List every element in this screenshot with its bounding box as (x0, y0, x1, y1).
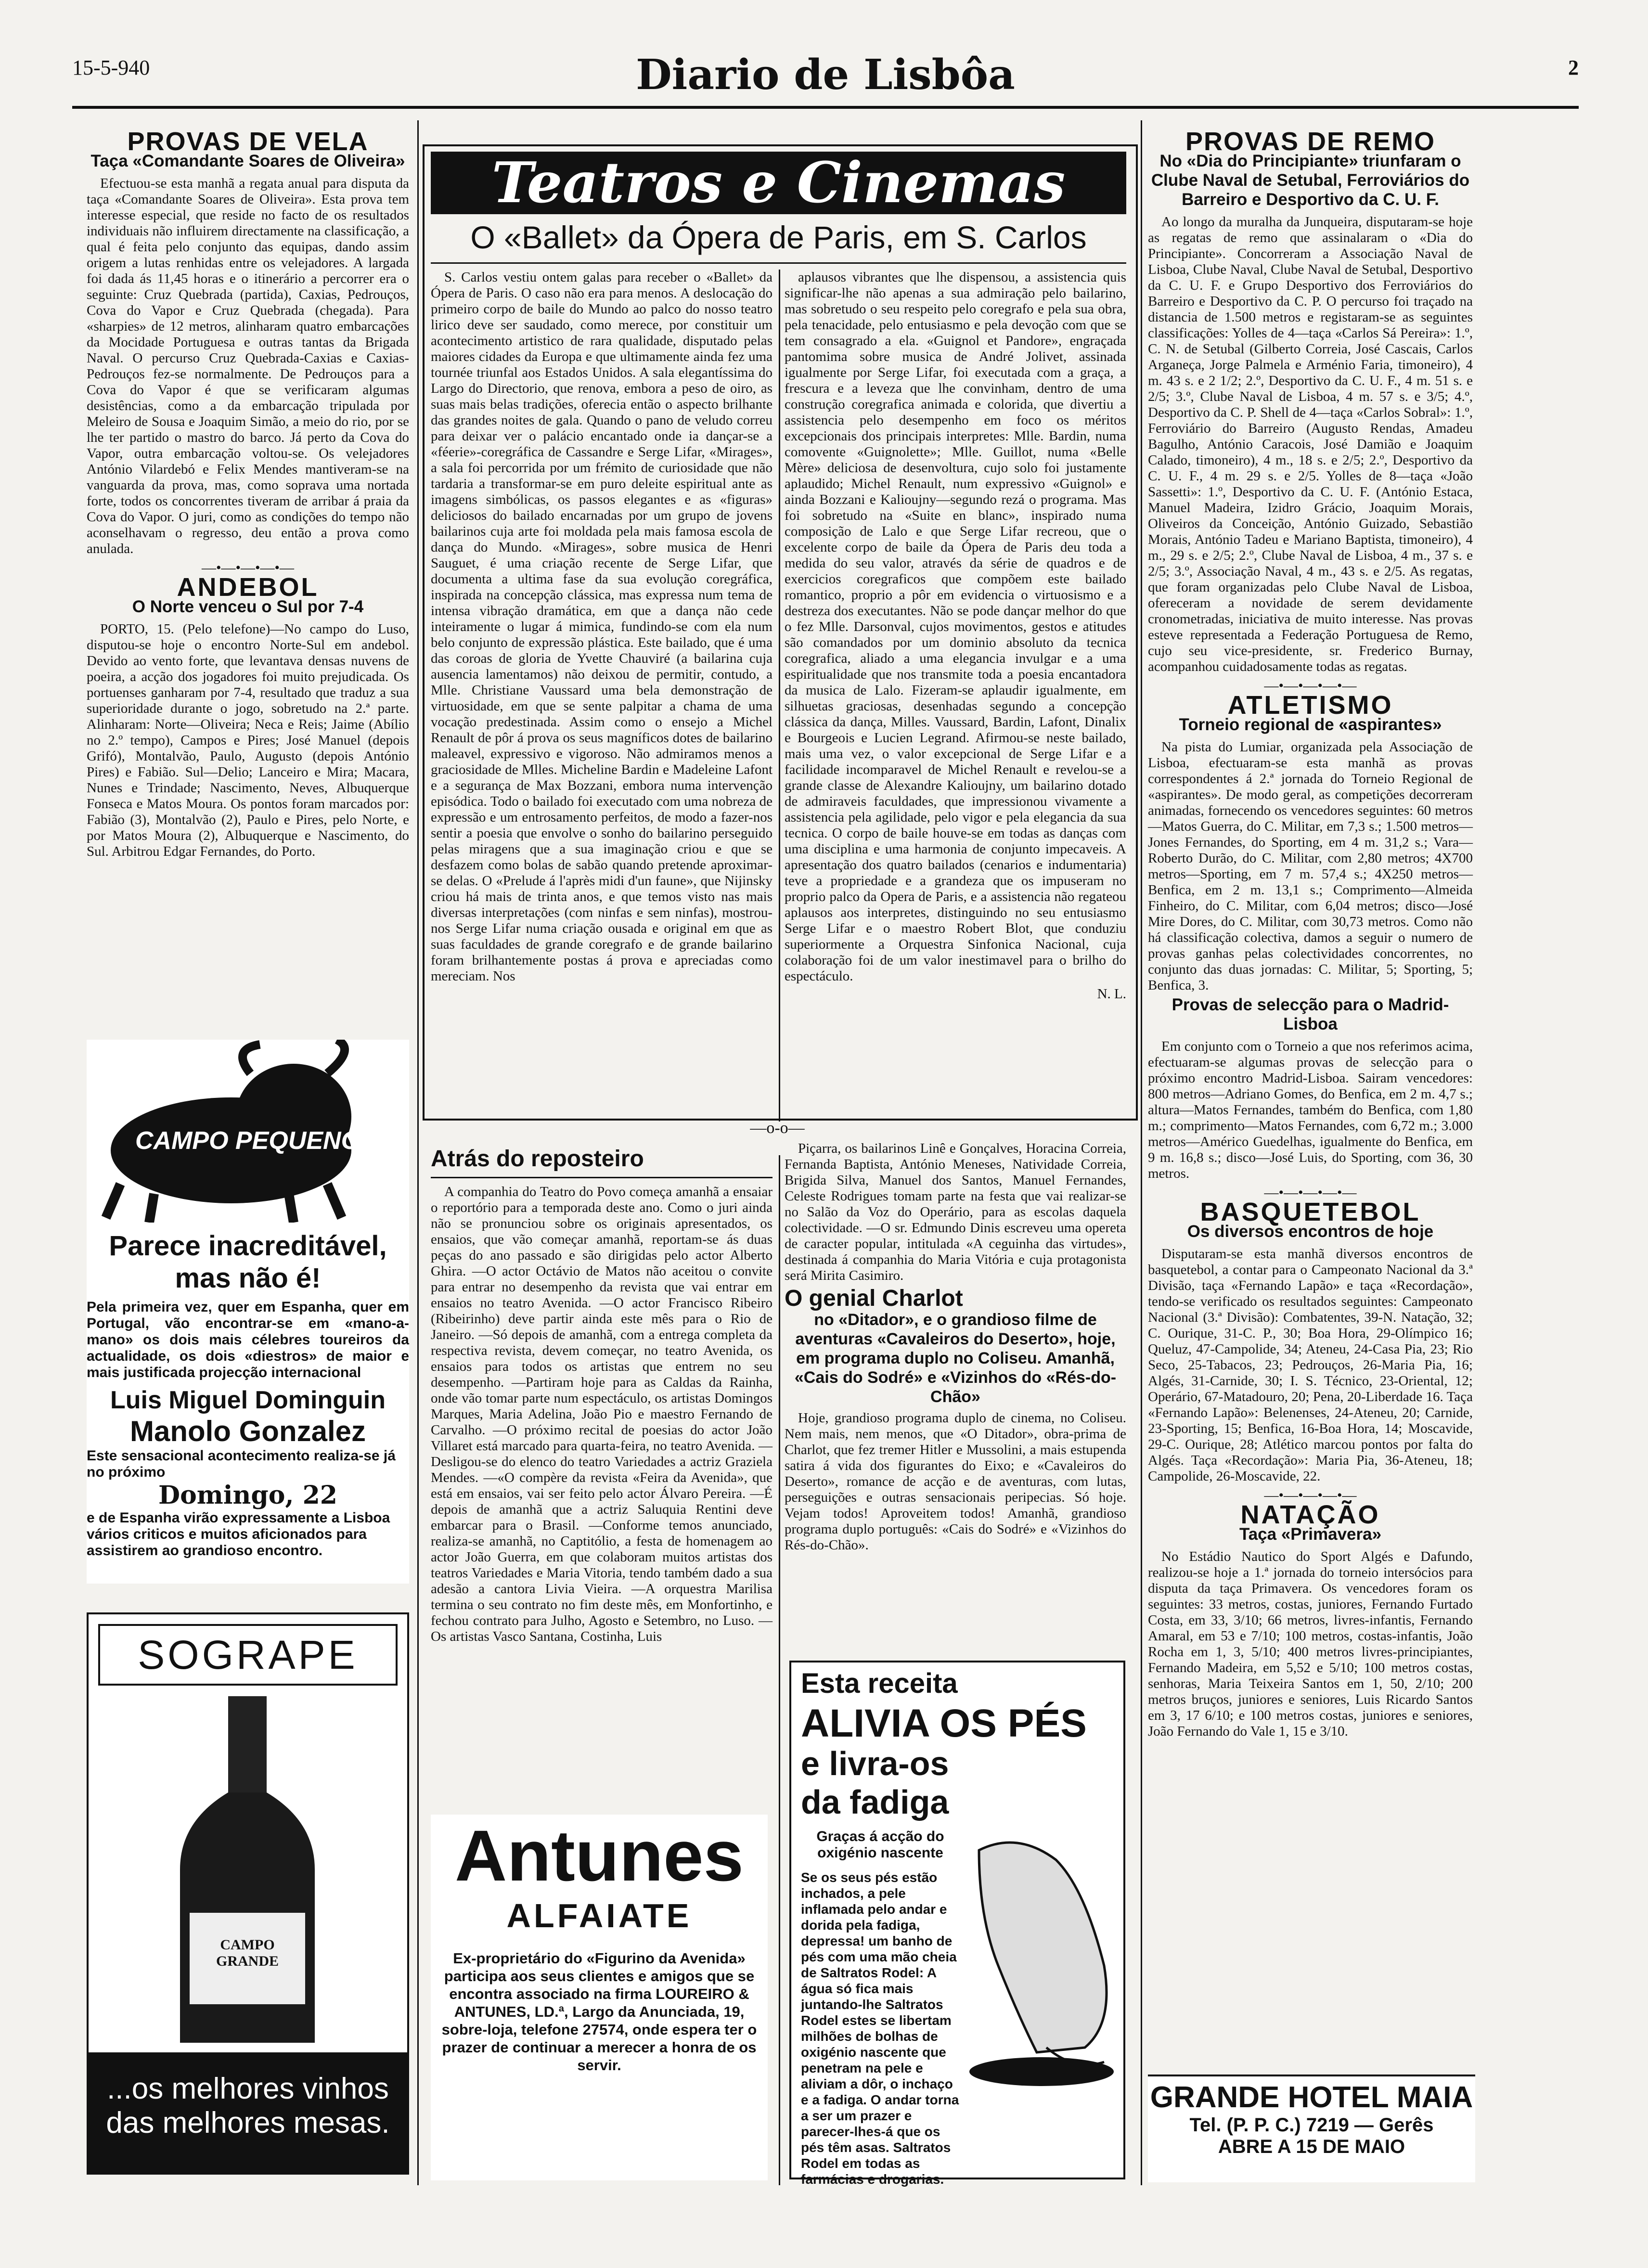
section-title: ATLETISMO (1227, 691, 1393, 720)
rule (431, 1177, 772, 1178)
separator: —•—•—•—•— (1264, 1185, 1357, 1200)
article-body: Ao longo da muralha da Junqueira, disputaram-se hoje as regatas de remo que assinalaram o «Dia do Principiante». Concorreram a Associação Naval de Lisboa, Clube Naval, Clube Naval de Setubal, Desportivo da C. U. F. e Grupo Desportivo dos Ferroviários do Barreiro e Desportivo da C. P. O percurso foi traçado na distancia de 1.500 metros e registaram-se as seguintes classificações: Yolles de 4—taça «Carlos Sá Pereira»: 1.º, C. N. de Setubal (Gilberto Correia, José Cascais, Carlos Arganeça, Jorge Palmela e Arménio Faria, timoneiro), 4 m. 43 s. e 2 1/2; 2.º, Desportivo da C. U. F., 4 m. 51 s. e 2/5; 3.º, Clube Naval de Lisboa, 4 m. 57 s. e 3/5; 4.º, Desportivo da C. P. Shell de 4—taça «Carlos Sobral»: 1.º, Ferroviário do Barreiro (Augusto Rendas, Amadeu Bagulho, António Caracois, José Damião e Joaquim Calado, timoneiro), 4 m., 18 s. e 2/5; 2.º, Desportivo da C. U. F., 4 m. 29 s. e 2/5. Yolles de 8—taça «João Sassetti»: 1.º, Desportivo da C. U. F. (António Estaca, Manuel Madeira, Izidro Grácio, Joaquim Morais, Oliveiros da Conceição, António Guizado, Sebastião Morais, António Tadeu e Mariano Baptista, timoneiro), 4 m., 29 s. e 2/5; 2.º, Clube Naval de Lisboa, 4 m., 37 s. e 2/5; 3.º, Associação Naval, 4 m., 43 s. e 2/5. As regatas, que foram organizadas pelo Clube Naval de Lisboa, ofereceram a novidade de serem devidamente cronometradas, iniciativa de muito interesse. Nas provas esteve representada a Federação Portuguesa de Remo, cujo seu vice-presidente, sr. Frederico Burnay, acompanhou cuidadosamente todas as regatas. (1148, 214, 1473, 674)
article-body: Piçarra, os bailarinos Linê e Gonçalves, Horacina Correia, Fernanda Baptista, António Meneses, Natividade Correia, Brigida Silva, Manuel dos Santos, Manuel Fernandes, Celeste Rodrigues tomam parte na festa que vai realizar-se no Salão da Voz do Operário, para as escolas daquela colectividade. —O sr. Edmundo Dinis escreveu uma opereta de caracter popular, intitulada «A ceguinha das virtudes», destinada á companhia do Maria Vitória e cuja protagonista será Mirita Casimiro. (785, 1141, 1126, 1283)
bottle-label: CAMPO GRANDE (216, 1937, 279, 1969)
section-subtitle: Provas de selecção para o Madrid-Lisboa (1172, 995, 1449, 1033)
salt-headline: da fadiga (801, 1783, 949, 1821)
campo-body: Pela primeira vez, quer em Espanha, quer em Portugal, vão encontrar-se em «mano-a-mano» os dois mais célebres toureiros da actualidade, os dois «diestros» de maior e mais justificada projecção internacional (87, 1299, 409, 1380)
wine-bottle-image (89, 1687, 406, 2052)
antunes-name: Antunes (455, 1815, 744, 1896)
left-column (87, 127, 409, 862)
section-title: Atrás do reposteiro (431, 1146, 644, 1172)
masthead-rule (72, 106, 1579, 109)
sogrape-brand: SOGRAPE (98, 1624, 398, 1686)
ballet-signature: N. L. (1097, 986, 1126, 1002)
newspaper-title: Diario de Lisbôa (636, 51, 1015, 99)
column-rule (417, 120, 419, 2185)
section-title: PROVAS DE REMO (1185, 127, 1436, 156)
section-subtitle: No «Dia do Principiante» triunfaram o Clube Naval de Setubal, Ferroviários do Barreiro e Desportivo da C. U. F. (1151, 152, 1470, 209)
campo-pequeno-ad (87, 1040, 409, 1584)
saltratos-ad (789, 1661, 1125, 2187)
article-body: Efectuou-se esta manhã a regata anual para disputa da taça «Comandante Soares de Oliveira». Esta prova tem interesse especial, que reside no facto de os resultados individuais não influirem directamente na classificação, a qual é feita pelo conjunto das equipas, dando assim origem a lutas renhidas entre os velejadores. A largada foi dada ás 11,45 horas e o itinerário a percorrer era o seguinte: Cruz Quebrada (partida), Caxias, Pedrouços, Cova do Vapor e Cruz Quebrada (chegada). Para «sharpies» de 12 metros, alinharam quatro embarcações da Mocidade Portuguesa e outras tantas da Brigada Naval. O percurso Cruz Quebrada-Caxias e Caxias-Pedrouços fez-se normalmente. De Pedrouços para a Cova do Vapor é que se verificaram algumas desistências, como a da embarcação tripulada por Meleiro de Sousa e Joaquim Simão, a meio do rio, por se lhe ter partido o mastro do barco. Já perto da Cova do Vapor, outra embarcação voltou-se. Os velejadores António Vilardebó e Felix Mendes mantiveram-se na vanguarda da prova, mas, como soprava uma nortada forte, todos os concorrentes tiveram de arribar á praia da Cova do Vapor. O juri, como as condições do tempo não aconselhavam o regresso, deu então a prova como anulada. (87, 176, 409, 556)
section-title: PROVAS DE VELA (127, 127, 369, 156)
article-body: S. Carlos vestiu ontem galas para receber o «Ballet» da Ópera de Paris. O caso não era para menos. A deslocação do primeiro corpo de baile do Mundo ao palco do nosso teatro lirico deve ser saudado, como merece, por constituir um acontecimento artistico de rara qualidade, disputado pelas maiores cidades da Europa e que ultimamente ainda fez uma tournée triunfal aos Estados Unidos. A sala elegantíssima do Largo do Directorio, que renova, embora a peso de oiro, as suas mais belas tradições, oferecia então o aspecto brilhante das grandes noites de gala. Quando o pano de veludo correu para deixar ver o palácio encantado onde ia dançar-se a «féerie»-coregráfica de Cassandre e Serge Lifar, «Mirages», a sala foi percorrida por um frémito de curiosidade que não tardaria a transformar-se em puro deleite espiritual ante as imagens simbólicas, os passos elegantes e as «figuras» deliciosos do bailado encarnadas por um grupo de jovens bailarinos cuja arte foi moldada pela mais famosa escola de dança do Mundo. «Mirages», sobre musica de Henri Sauguet, é uma criação recente de Serge Lifar, que documenta a ultima fase da sua evolução coregráfica, inspirada na concepção clássica, mas expressa num tema de intensa vibração dramática, em que a dança não cede inteiramente o lugar á mimica, fundindo-se com ela num belo conjunto de expressão plástica. Este bailado, que é uma das coroas de gloria de Yvette Chauviré (a bailarina cuja ausencia lamentamos) não deixou de permitir, contudo, a Mlle. Christiane Vaussard uma bela demonstração de virtuosidade, em que se sente palpitar a chama de uma vocação predestinada. Assim como o ensejo a Michel Renault de pôr á prova os seus magníficos dotes de bailarino maleavel, expressivo e vigoroso. Não admiramos menos a graciosidade de Mlles. Micheline Bardin e Madeleine Lafont e a segurança de Max Bozzani, embora numa intervenção episódica. Todo o bailado foi executado com uma nobreza de expressão e um entrosamento perfeitos, de modo a fazer-nos sentir a poesia que envolve o sonho do bailarino perseguido pelas miragens que a sua imaginação criou e que se desfazem como bolas de sabão quando pretende aproximar-se delas. O «Prelude á l'après midi d'un faune», que Nijinsky criou há mais de trinta anos, e que temos visto nas mais diversas interpretações (com ninfas e sem ninfas), mostrou-nos Serge Lifar numa criação ousada e original em que as suas faculdades de grande coregrafo e de grande bailarino foram brilhantemente postas á prova e apreciadas como mereciam. Nos (431, 270, 772, 984)
rule (431, 262, 1126, 264)
separator: —•—•—•—•— (1264, 1487, 1357, 1503)
campo-line: Este sensacional acontecimento realiza-se já no próximo (87, 1448, 396, 1480)
separator: —•—•—•—•— (201, 560, 294, 576)
section-subtitle: Taça «Primavera» (1239, 1525, 1382, 1544)
salt-tagline: Graças á acção do oxigénio nascente (816, 1829, 944, 1861)
sogrape-slogan-panel (89, 2052, 407, 2173)
article-body: No Estádio Nautico do Sport Algés e Dafundo, realizou-se hoje a 1.ª jornada do torneio intersócios para disputa da taça Primavera. Os vencedores foram os seguintes: 33 metros, costas, juniores, Fernando Furtado Costa, em 33, 3/10; 66 metros, livres-infantis, Fernando Amaral, em 53 e 7/10; 100 metros, costas-infantis, João Rocha em 1, 3, 5/10; 400 metros livres-principiantes, Fernando Madeira, em 5,52 e 5/10; 100 metros costas, senhoras, Maria Teixeira Santos em 1, 50, 2/10; 200 metros bruços, juniores e seniores, Luis Ricardo Santos em 3, 17 6/10; e 100 metros costas, juniores e seniores, João Fernando do Vale 1, 15 e 3/10. (1148, 1549, 1473, 1739)
sogrape-slogan: ...os melhores vinhos (107, 2072, 389, 2105)
reposteiro-col-2 (785, 1141, 1126, 1555)
salt-body: Se os seus pés estão inchados, a pele inflamada pelo andar e dorida pela fadiga, depressa! um banho de pés com uma mão cheia de Saltratos Rodel: A água só fica mais juntando-lhe Saltratos Rodel estes se libertam milhões de bolhas de oxigénio nascente que penetram na pele e aliviam a dôr, o inchaço e a fadiga. O andar torna a ser um prazer e parecer-lhes-á que os pés têm asas. Saltratos Rodel em todas as farmácias e drogarias. (801, 1870, 959, 2187)
campo-headline: Parece inacreditável, mas não é! (109, 1230, 387, 1294)
section-subtitle: no «Ditador», e o grandioso filme de aventuras «Cavaleiros do Deserto», hoje, em programa duplo no Coliseu. Amanhã, «Cais do Sodré» e «Vizinhos do «Rés-do-Chão» (794, 1311, 1117, 1406)
section-subtitle: O Norte venceu o Sul por 7-4 (132, 597, 364, 616)
article-body: aplausos vibrantes que lhe dispensou, a assistencia quis significar-lhe não apenas a sua admiração pelo bailarino, mas sobretudo o seu respeito pelo coregrafo e pela sua obra, pela tenacidade, pelo entusiasmo e pela devoção com que se tem consagrado a ela. «Guignol et Pandore», engraçada pantomima sobre musica de André Jolivet, assinada igualmente por Serge Lifar, foi executada com a graça, a frescura e a leveza que lhe convinham, dentro de uma construção coregrafica animada e colorida, que divertiu a assistencia pelo desempenho em foco os méritos excepcionais dos principais interpretes: Mlle. Bardin, numa comovente «Guignolette»; Mlle. Guillot, numa «Belle Mère» deliciosa de desenvoltura, cujo solo foi justamente aplaudido; Michel Renault, num expressivo «Guignol» e ainda Bozzani e Kalioujny—segundo rezá o programa. Mas foi sobretudo na «Suite en blanc», inspirado numa composição de Lalo e que Serge Lifar recreou, que o excelente corpo de baile da Ópera de Paris deu toda a medida do seu valor, através da série de quadros e de exercicios coregraficos que compõem este bailado romantico, proprio a pôr em evidencia o virtuosismo e a destreza dos executantes. Não se pode dançar melhor do que o fez Mlle. Darsonval, cujos movimentos, gestos e atitudes são comandados por um dominio absoluto da tecnica coregrafica, aliado a uma elegancia invulgar e a uma espiritualidade que nos transmite toda a poesia encantadora da musica de Lalo. Fizeram-se aplaudir igualmente, em silhuetas graciosas, desenhadas segundo a concepção clássica da dança, Milles. Vaussard, Bardin, Lafont, Dinalix e Bourgeois e Lucien Legrand. Afirmou-se neste bailado, mais uma vez, o valor excepcional de Serge Lifar e a facilidade incomparavel de Michel Renault e revelou-se a grande classe de Alexandre Kalioujny, um bailarino dotado de admiraveis faculdades, que impressionou vivamente a assistencia pela agilidade, pelo vigor e pela elegancia da sua tecnica. O corpo de baile houve-se em todas as danças com uma disciplina e uma harmonia de conjunto impecaveis. A apresentação dos quatro bailados (cenarios e indumentaria) teve a propriedade e a grandeza que os impuseram no proprio palco da Opera de Paris, e a assistencia não regateou aplausos aos interpretes, distinguindo no seu entusiasmo Serge Lifar e o maestro Robert Blot, que conduziu superiormente a Orquestra Sinfonica Nacional, cuja colaboração foi de um valor inestimavel para o brilho do espectáculo. (785, 270, 1126, 984)
section-title: ANDEBOL (177, 573, 319, 602)
campo-logo-text: CAMPO PEQUENO (135, 1127, 361, 1155)
salt-headline: ALIVIA OS PÉS (801, 1701, 1087, 1745)
section-title: BASQUETEBOL (1200, 1198, 1421, 1226)
sogrape-slogan: das melhores mesas. (106, 2106, 390, 2139)
hotel-opening: ABRE A 15 DE MAIO (1218, 2136, 1405, 2157)
right-column (1148, 127, 1473, 1741)
salt-headline: Esta receita (801, 1668, 958, 1699)
antunes-ad (431, 1815, 768, 2180)
column-rule (1141, 120, 1142, 2185)
article-body: A companhia do Teatro do Povo começa amanhã a ensaiar o reportório para a temporada deste ano. Como o juri ainda não se pronunciou sobre os originais apresentados, os ensaios, que vão começar amanhã, reportam-se ás duas peças do ano passado e são dirigidas pelo actor Alberto Ghira. —O actor Octávio de Matos não aceitou o convite para entrar no desempenho da revista que vai entrar em ensaios no teatro Avenida. —O actor Francisco Ribeiro (Ribeirinho) deve partir ainda este mês para o Rio de Janeiro. —Só depois de amanhã, com a entrega completa da respectiva revista, devem começar, no teatro Avenida, os ensaios para todos os artistas que entrem no seu desempenho. —Partiram hoje para as Caldas da Rainha, onde vão tomar parte num espectáculo, os artistas Domingos Marques, Maria Adelina, João Pio e maestro Fernando de Carvalho. —O próximo recital de poesias do actor João Villaret está marcado para quarta-feira, no teatro Avenida. —Desligou-se do elenco do teatro Variedades a actriz Graziela Mendes. —«O compère da revista «Feira da Avenida», que está em ensaios, vai ser feito pelo actor Álvaro Pereira. —É depois de amanhã que a actriz Saluquia Rentini deve embarcar para o Brasil. —Conforme temos anunciado, realiza-se amanhã, no Captitólio, a festa de homenagem ao actor João Guerra, em que colaboram muitos artistas dos teatros Variedades e Maria Vitoria, tendo também dado a sua adesão a cantora Livia Vieira. —A orquestra Marilisa termina o seu contrato no fim deste mês, em Monfortinho, e fechou contrato para Julho, Agosto e Setembro, no Luso. —Os artistas Vasco Santana, Costinha, Luis (431, 1184, 772, 1644)
section-subtitle: Taça «Comandante Soares de Oliveira» (90, 152, 405, 170)
campo-footer: e de Espanha virão expressamente a Lisboa vários criticos e muitos aficionados para assistirem ao grandioso encontro. (87, 1510, 390, 1559)
campo-date: Domingo, 22 (158, 1481, 337, 1510)
sogrape-ad (87, 1612, 409, 2175)
hotel-telephone: Tel. (P. P. C.) 7219 — Gerês (1189, 2114, 1434, 2136)
salt-headline: e livra-os (801, 1745, 949, 1782)
antunes-body: Ex-proprietário do «Figurino da Avenida» participa aos seus clientes e amigos que se encontra associado na firma LOUREIRO & ANTUNES, LD.ª, Largo da Anunciada, 19, sobre-loja, telefone 27574, onde espera ter o prazer de continuar a merecer a honra de os servir. (441, 1950, 757, 2074)
antunes-subtitle: ALFAIATE (506, 1897, 692, 1934)
ballet-col-2 (785, 270, 1126, 1002)
bullfighter-name: Luis Miguel Dominguin (110, 1386, 386, 1414)
article-body: PORTO, 15. (Pelo telefone)—No campo do Luso, disputou-se hoje o encontro Norte-Sul em andebol. Devido ao vento forte, que levantava densas nuvens de poeira, a acção dos jogadores foi muito prejudicada. Os portuenses ganharam por 7-4, resultado que traduz a sua superioridade durante o jogo, sobretudo na 2.ª parte. Alinharam: Norte—Oliveira; Neca e Reis; Jaime (Abílio no 2.º tempo), Campos e Pires; José Manuel (depois Grifó), Montalvão, Paulo, Augusto (depois António Pires) e Fabião. Sul—Delio; Lanceiro e Mira; Macara, Nunes e Trindade; Nascimento, Neves, Albuquerque Fonseca e Matos Moura. Os pontos foram marcados por: Fabião (3), Montalvão (2), Paulo e Pires, pelo Norte, e por Matos Moura (2), Albuquerque e Nascimento, do Sul. Arbitrou Edgar Fernandes, do Porto. (87, 621, 409, 859)
issue-date: 15-5-940 (72, 56, 150, 79)
article-body: Hoje, grandioso programa duplo de cinema, no Coliseu. Nem mais, nem menos, que «O Ditador», obra-prima de Charlot, que fez tremer Hitler e Mussolini, a mais estupenda satira á vida dos figurantes do Eixo; e «Cavaleiros do Deserto», romance de acção e de aventuras, com lutas, perseguições e outras sensacionais peripecias. Só hoje. Vejam todos! Aproveitem todos! Amanhã, grandioso programa duplo português: «Cais do Sodré» e «Vizinhos do Rés-do-Chão». (785, 1410, 1126, 1553)
hotel-ad (1148, 2075, 1475, 2182)
page-number: 2 (1568, 56, 1579, 79)
separator: —•—•—•—•— (1264, 678, 1357, 694)
bullfighter-name: Manolo Gonzalez (129, 1415, 366, 1447)
article-body: Disputaram-se esta manhã diversos encontros de basquetebol, a contar para o Campeonato Nacional da 3.ª Divisão, taça «Fernando Lapão» e taça «Recordação», tendo-se verificado os resultados seguintes: Campeonato Nacional (3.ª Divisão): Combatentes, 39-N. Natação, 32; C. Ourique, 31-C. P., 30; Boa Hora, 29-Olímpico 16; Queluz, 47-Campolide, 34; Ateneu, 24-Casa Pia, 23; Rio Seco, 25-Tabacos, 23; Pedrouços, 26-Maria Pia, 16; Algés, 31-Carnide, 30; I. S. Técnico, 23-Oriental, 12; Operário, 67-Matadouro, 20; Pena, 20-Liberdade 16. Taça «Fernando Lapão»: Belenenses, 24-Ateneu, 20; Carnide, 23-Sporting, 15; Benfica, 16-Boa Hora, 14; Moscavide, 29-C. Ourique, 28; Atlético marcou pontos por falta do Algés. Taça «Recordação»: Maria Pia, 36-Ateneu, 18; Campolide, 26-Moscavide, 22. (1148, 1246, 1473, 1484)
hotel-name: GRANDE HOTEL MAIA (1150, 2081, 1473, 2114)
section-subtitle: Torneio regional de «aspirantes» (1179, 715, 1442, 734)
column-rule (779, 1155, 780, 2185)
separator: —o-o— (750, 1119, 805, 1137)
masthead (72, 51, 1579, 103)
ballet-col-1 (431, 270, 772, 986)
article-body: Na pista do Lumiar, organizada pela Associação de Lisboa, efectuaram-se esta manhã as provas correspondentes á 2.ª jornada do Torneio Regional de «aspirantes». De modo geral, as competições decorreram animadas, fornecendo os vencedores seguintes: 60 metros—Matos Guerra, do C. Militar, em 7,3 s.; 1.500 metros—Jones Fernandes, do Sporting, em 4 m. 31,2 s.; Vara—Roberto Durão, do C. Militar, com 2,80 metros; 4X700 metros—Sporting, em 7 m. 57,4 s.; 4X250 metros—Benfica, em 2 m. 13,1 s.; Comprimento—Almeida Finheiro, do C. Militar, com 6,04 metros; disco—José Mire Dores, do C. Militar, com 30,73 metros. Como não há classificação colectiva, damos a seguir o numero de provas ganhas pelas colectividades concorrentes, no conjunto das duas jornadas: C. Militar, 5; Sporting, 5; Benfica, 3. (1148, 739, 1473, 993)
section-title: O genial Charlot (785, 1286, 963, 1311)
foot-illustration (960, 1821, 1119, 2091)
section-subtitle: Os diversos encontros de hoje (1187, 1222, 1434, 1241)
ballet-title: O «Ballet» da Ópera de Paris, em S. Carlos (470, 219, 1087, 255)
section-title: NATAÇÃO (1240, 1500, 1380, 1529)
article-body: Em conjunto com o Torneio a que nos referimos acima, efectuaram-se algumas provas de selecção para o próximo encontro Madrid-Lisboa. Sairam vencedores: 800 metros—Adriano Gomes, do Benfica, em 2 m. 4,7 s.; altura—Matos Fernandes, também do Benfica, com 1,80 m.; comprimento—Matos Fernandes, com 6,72 m.; 3.000 metros—Américo Guedelhas, igualmente do Benfica, em 9 m. 16,8 s.; disco—José Luis, do Sporting, com 36, 30 metros. (1148, 1039, 1473, 1181)
reposteiro-col-1 (431, 1184, 772, 1647)
theatre-banner: Teatros e Cinemas (431, 152, 1126, 214)
